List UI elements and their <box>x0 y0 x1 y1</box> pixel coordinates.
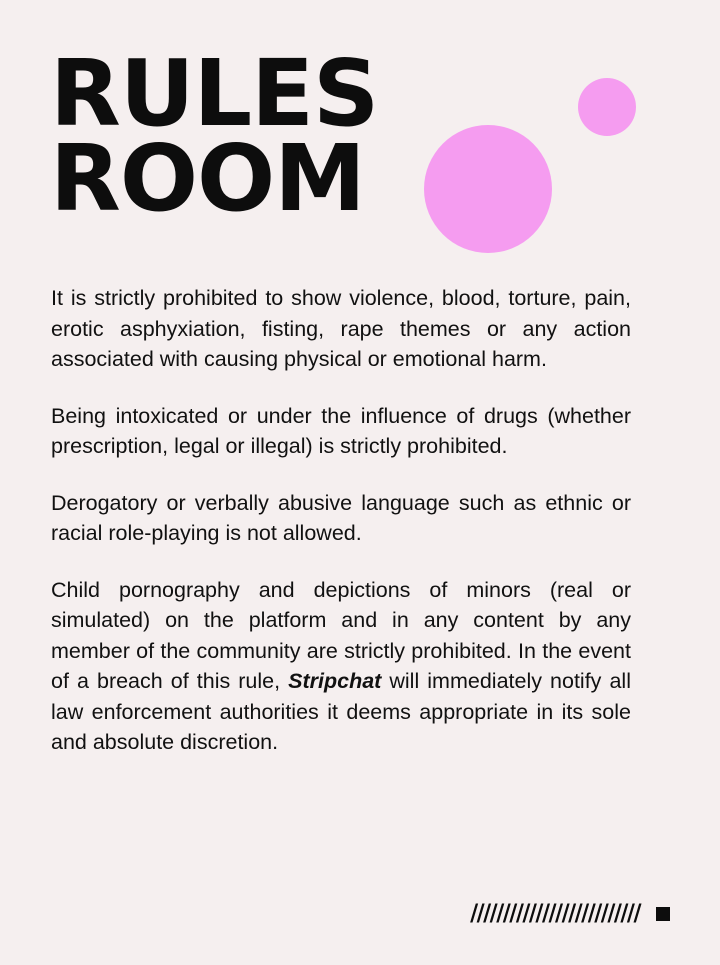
square-glyph-icon <box>656 907 670 921</box>
minors-rule-text-before: Child pornography and depictions of minors (real or simulated) on the platform and in any content by any member of the community are strictly prohibited. In the event of a breach of this rule, <box>51 577 631 694</box>
rule-paragraph-violence: It is strictly prohibited to show violence, blood, torture, pain, erotic asphyxiation, fisting, rape themes or any action associated with causing physical or emotional harm. <box>51 286 631 372</box>
decorative-circle-small <box>578 78 636 136</box>
minors-rule-text-after: will immediately notify all law enforcement authorities it deems appropriate in its sole and absolute discretion. <box>51 669 631 755</box>
rule-paragraph-derogatory: Derogatory or verbally abusive language such as ethnic or racial role-playing is not allowed. <box>51 490 631 546</box>
decorative-circle-large <box>424 125 552 253</box>
page-title <box>50 40 379 232</box>
rule-paragraph-intoxication: Being intoxicated or under the influence of drugs (whether prescription, legal or illegal) is strictly prohibited. <box>51 403 631 459</box>
rules-body <box>51 283 631 758</box>
page-title-line-2: ROOM <box>50 124 365 232</box>
rule-paragraph-minors <box>51 575 631 758</box>
brand-name: Stripchat <box>288 669 382 694</box>
footer-mark <box>470 900 670 927</box>
page-title-line-1: RULES <box>50 40 379 147</box>
hatch-marks-icon: ////////////////////////// <box>470 900 640 927</box>
